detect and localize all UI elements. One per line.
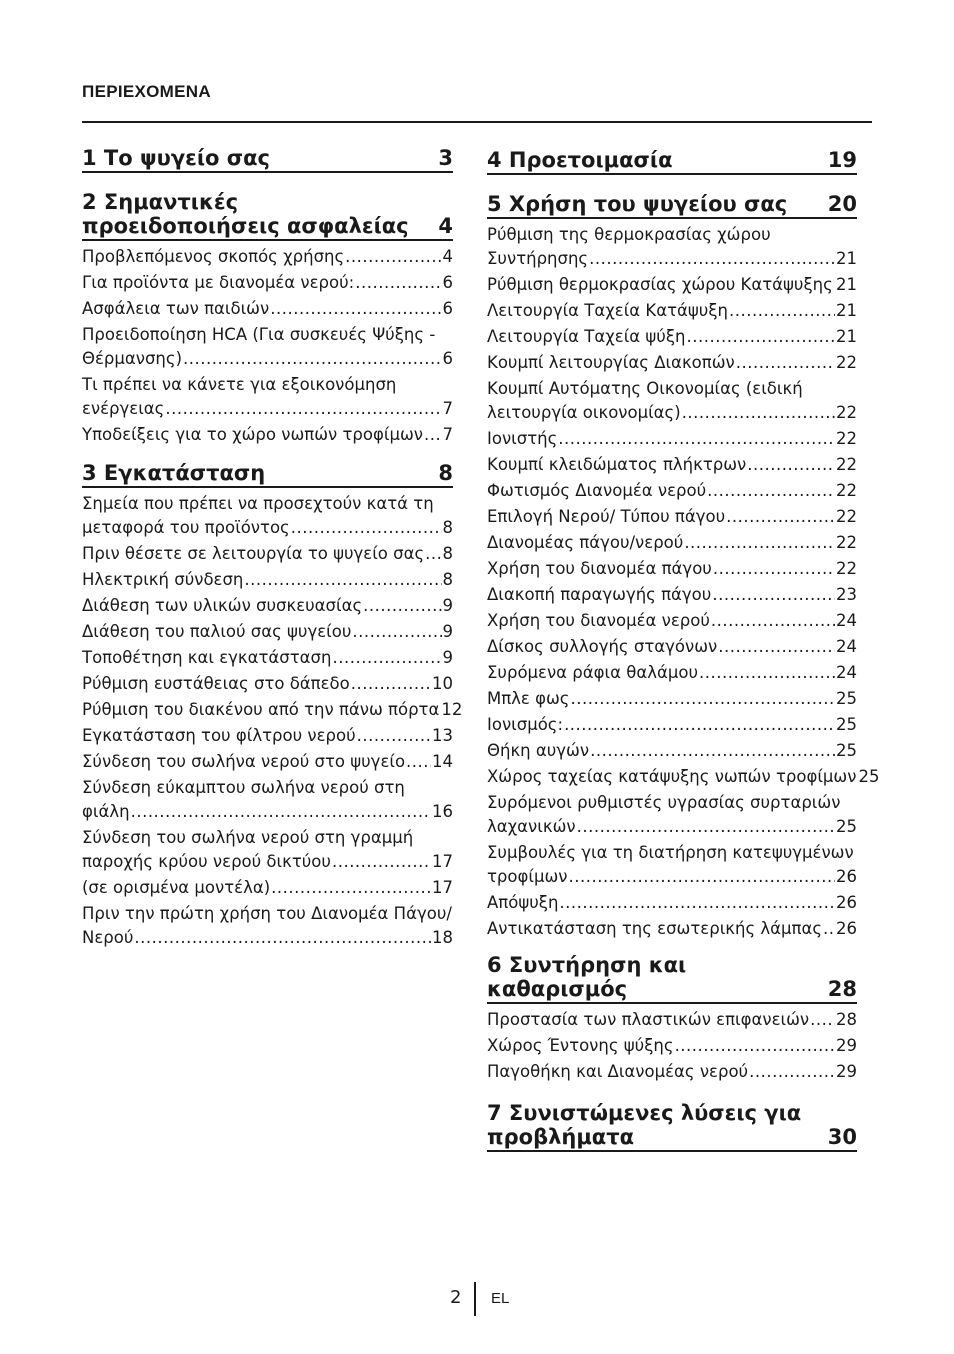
toc-entry-text: Ρύθμιση του διακένου από την πάνω πόρτα bbox=[82, 700, 440, 719]
toc-section-page: 19 bbox=[827, 148, 857, 172]
toc-entry[interactable] bbox=[487, 609, 857, 633]
toc-entry-line bbox=[487, 635, 857, 659]
toc-entry[interactable] bbox=[487, 661, 857, 685]
toc-entry-line bbox=[82, 620, 453, 644]
toc-entry-list bbox=[487, 1008, 857, 1084]
toc-entry[interactable] bbox=[82, 297, 453, 321]
toc-entry-page: 24 bbox=[836, 663, 857, 682]
toc-leader-dots bbox=[271, 876, 431, 900]
toc-section-title: 2 Σημαντικές προειδοποιήσεις ασφαλείας bbox=[82, 190, 409, 238]
toc-left-column bbox=[82, 146, 463, 952]
toc-entry-text: Συμβουλές για τη διατήρηση κατεψυγμένων bbox=[487, 843, 854, 862]
toc-entry[interactable] bbox=[82, 646, 453, 670]
toc-entry-page: 6 bbox=[442, 349, 453, 368]
toc-entry[interactable] bbox=[82, 672, 453, 696]
toc-entry-line bbox=[487, 505, 857, 529]
toc-entry-text: Συρόμενα ράφια θαλάμου bbox=[487, 663, 698, 682]
toc-entry-page: 29 bbox=[836, 1062, 857, 1081]
toc-entry-line bbox=[82, 826, 453, 850]
toc-entry-text: Επιλογή Νερού/ Τύπου πάγου bbox=[487, 507, 726, 526]
toc-entry-line bbox=[487, 325, 857, 349]
toc-leader-dots bbox=[749, 1060, 835, 1084]
toc-entry-line bbox=[82, 594, 453, 618]
toc-entry-line bbox=[487, 273, 857, 297]
toc-leader-dots bbox=[332, 646, 441, 670]
toc-entry-page: 16 bbox=[432, 802, 453, 821]
toc-entry-line bbox=[82, 297, 453, 321]
toc-entry-page: 25 bbox=[836, 741, 857, 760]
toc-entry-list bbox=[82, 492, 463, 950]
toc-entry-text: Διάθεση των υλικών συσκευασίας bbox=[82, 596, 363, 615]
toc-entry-text: Σημεία που πρέπει να προσεχτούν κατά τη bbox=[82, 494, 434, 513]
toc-entry[interactable] bbox=[82, 902, 453, 950]
toc-entry-page: 6 bbox=[442, 299, 453, 318]
toc-entry[interactable] bbox=[487, 583, 857, 607]
toc-entry[interactable] bbox=[82, 594, 453, 618]
toc-entry-line bbox=[487, 377, 857, 401]
header-divider bbox=[82, 121, 872, 123]
toc-section-heading[interactable] bbox=[487, 1101, 857, 1152]
toc-entry-page: 10 bbox=[432, 674, 453, 693]
toc-entry-text: Πριν την πρώτη χρήση του Διανομέα Πάγου/ bbox=[82, 904, 452, 923]
toc-entry-page: 29 bbox=[836, 1036, 857, 1055]
toc-entry-text: Σύνδεση εύκαμπτου σωλήνα νερού στη bbox=[82, 778, 405, 797]
toc-entry-text: Για προϊόντα με διανομέα νερού: bbox=[82, 273, 355, 292]
toc-section-heading[interactable] bbox=[82, 146, 453, 173]
toc-entry-page: 7 bbox=[442, 425, 453, 444]
toc-entry-page: 24 bbox=[836, 611, 857, 630]
toc-section bbox=[82, 190, 453, 447]
toc-entry-text: Χώρος ταχείας κατάψυξης νωπών τροφίμων bbox=[487, 767, 857, 786]
toc-entry-line bbox=[487, 865, 857, 889]
toc-entry-line bbox=[82, 724, 453, 748]
toc-entry-text: Χώρος Έντονης ψύξης bbox=[487, 1036, 674, 1055]
toc-entry-line bbox=[82, 850, 453, 874]
toc-entry-text: Διάθεση του παλιού σας ψυγείου bbox=[82, 622, 352, 641]
toc-section-page: 20 bbox=[827, 192, 857, 216]
toc-entry-page: 22 bbox=[836, 507, 857, 526]
toc-entry-line bbox=[487, 1034, 857, 1058]
page-number: 2 bbox=[450, 1287, 462, 1308]
toc-entry[interactable] bbox=[487, 273, 857, 297]
toc-entry-line bbox=[82, 926, 453, 950]
toc-entry[interactable] bbox=[82, 876, 453, 900]
toc-entry[interactable] bbox=[487, 841, 857, 889]
toc-entry-text: Σύνδεση του σωλήνα νερού στη γραμμή bbox=[82, 828, 414, 847]
toc-entry-line bbox=[487, 791, 857, 815]
toc-entry-line bbox=[82, 750, 453, 774]
toc-entry-text: παροχής κρύου νερού δικτύου bbox=[82, 852, 331, 871]
toc-entry-text: Αντικατάσταση της εσωτερικής λάμπας bbox=[487, 919, 823, 938]
toc-entry[interactable] bbox=[487, 377, 857, 425]
toc-entry-page: 26 bbox=[836, 919, 857, 938]
toc-entry[interactable] bbox=[487, 713, 857, 737]
toc-leader-dots bbox=[351, 672, 431, 696]
toc-entry-page: 21 bbox=[836, 275, 857, 294]
toc-entry[interactable] bbox=[82, 373, 453, 421]
toc-section bbox=[487, 192, 880, 941]
toc-entry-text: Φωτισμός Διανομέα νερού bbox=[487, 481, 707, 500]
toc-leader-dots bbox=[707, 479, 835, 503]
toc-leader-dots bbox=[134, 926, 431, 950]
toc-entry-text: Πριν θέσετε σε λειτουργία το ψυγείο σας bbox=[82, 544, 425, 563]
toc-section bbox=[82, 461, 463, 950]
toc-leader-dots bbox=[711, 609, 835, 633]
toc-section-title: 3 Εγκατάσταση bbox=[82, 461, 266, 485]
toc-entry-text: Νερού bbox=[82, 928, 134, 947]
toc-entry-text: Προστασία των πλαστικών επιφανειών bbox=[487, 1010, 810, 1029]
toc-entry-page: 9 bbox=[442, 622, 453, 641]
toc-leader-dots bbox=[699, 661, 835, 685]
toc-entry-line bbox=[487, 661, 857, 685]
toc-entry-text: Υποδείξεις για το χώρο νωπών τροφίμων bbox=[82, 425, 423, 444]
toc-entry[interactable] bbox=[487, 299, 857, 323]
toc-section-page: 8 bbox=[438, 461, 453, 485]
toc-section-title: 7 Συνιστώμενες λύσεις για προβλήματα bbox=[487, 1101, 802, 1149]
toc-leader-dots bbox=[244, 568, 441, 592]
toc-leader-dots bbox=[352, 620, 441, 644]
toc-entry[interactable] bbox=[82, 542, 453, 566]
toc-entry[interactable] bbox=[487, 351, 857, 375]
toc-entry[interactable] bbox=[487, 1008, 857, 1032]
toc-entry-page: 22 bbox=[836, 403, 857, 422]
toc-entry-text: Παγοθήκη και Διανομέας νερού bbox=[487, 1062, 749, 1081]
toc-leader-dots bbox=[363, 594, 441, 618]
toc-entry[interactable] bbox=[82, 724, 453, 748]
footer-divider bbox=[474, 1282, 476, 1316]
toc-entry[interactable] bbox=[82, 423, 453, 447]
toc-section-heading[interactable] bbox=[487, 192, 857, 219]
toc-entry-page: 8 bbox=[442, 544, 453, 563]
toc-entry[interactable] bbox=[487, 1034, 857, 1058]
toc-entry[interactable] bbox=[487, 917, 857, 941]
toc-entry-text: Τοποθέτηση και εγκατάσταση bbox=[82, 648, 332, 667]
toc-entry-page: 18 bbox=[432, 928, 453, 947]
toc-entry-line bbox=[82, 800, 453, 824]
toc-entry-page: 12 bbox=[441, 700, 463, 719]
toc-right-column bbox=[487, 146, 880, 1152]
toc-entry-line bbox=[487, 583, 857, 607]
toc-leader-dots bbox=[590, 739, 835, 763]
toc-entry-page: 6 bbox=[442, 273, 453, 292]
toc-entry-text: Χρήση του διανομέα νερού bbox=[487, 611, 710, 630]
toc-entry-page: 13 bbox=[432, 726, 453, 745]
toc-entry-text: Κουμπί κλειδώματος πλήκτρων bbox=[487, 455, 747, 474]
language-code: EL bbox=[491, 1290, 510, 1307]
toc-section-heading[interactable] bbox=[487, 148, 857, 175]
toc-leader-dots bbox=[577, 815, 835, 839]
toc-section-page: 30 bbox=[827, 1125, 857, 1149]
toc-leader-dots bbox=[687, 325, 835, 349]
toc-entry-text: Σύνδεση του σωλήνα νερού στο ψυγείο bbox=[82, 752, 406, 771]
toc-entry-text: Απόψυξη bbox=[487, 893, 559, 912]
toc-entry-text: Μπλε φως bbox=[487, 689, 570, 708]
toc-leader-dots bbox=[345, 245, 441, 269]
toc-entry-page: 25 bbox=[836, 817, 857, 836]
toc-entry-line bbox=[487, 815, 857, 839]
toc-leader-dots bbox=[291, 516, 442, 540]
toc-entry-text: Διακοπή παραγωγής πάγου bbox=[487, 585, 712, 604]
toc-leader-dots bbox=[355, 271, 441, 295]
toc-leader-dots bbox=[589, 247, 835, 271]
toc-leader-dots bbox=[564, 713, 835, 737]
toc-entry-page: 22 bbox=[836, 533, 857, 552]
toc-entry-text: ενέργειας bbox=[82, 399, 165, 418]
toc-entry-line bbox=[82, 423, 453, 447]
toc-leader-dots bbox=[357, 724, 431, 748]
toc-entry-line bbox=[487, 557, 857, 581]
toc-section-heading[interactable] bbox=[82, 190, 453, 241]
toc-leader-dots bbox=[183, 347, 441, 371]
toc-entry-text: Τι πρέπει να κάνετε για εξοικονόμηση bbox=[82, 375, 397, 394]
toc-entry-line bbox=[487, 713, 857, 737]
toc-entry-line bbox=[487, 427, 857, 451]
toc-entry-line bbox=[487, 453, 857, 477]
toc-entry-line bbox=[82, 876, 453, 900]
toc-leader-dots bbox=[747, 453, 835, 477]
toc-entry-page: 8 bbox=[442, 570, 453, 589]
toc-section-page: 28 bbox=[827, 977, 857, 1001]
toc-entry[interactable] bbox=[82, 245, 453, 269]
toc-entry-page: 4 bbox=[442, 247, 453, 266]
toc-entry-text: Προβλεπόμενος σκοπός χρήσης bbox=[82, 247, 345, 266]
toc-entry-text: Εγκατάσταση του φίλτρου νερού bbox=[82, 726, 356, 745]
toc-entry-line bbox=[487, 223, 857, 247]
toc-entry[interactable] bbox=[82, 698, 463, 722]
toc-leader-dots bbox=[736, 351, 835, 375]
toc-entry-page: 9 bbox=[442, 596, 453, 615]
toc-entry-text: Συντήρησης bbox=[487, 249, 589, 268]
toc-entry[interactable] bbox=[82, 776, 453, 824]
toc-entry-page: 14 bbox=[432, 752, 453, 771]
toc-entry-page: 28 bbox=[836, 1010, 857, 1029]
toc-entry-page: 25 bbox=[858, 767, 880, 786]
toc-entry-page: 24 bbox=[836, 637, 857, 656]
toc-entry-text: Ρύθμιση θερμοκρασίας χώρου Κατάψυξης bbox=[487, 275, 833, 294]
toc-leader-dots bbox=[270, 297, 441, 321]
toc-entry-line bbox=[487, 841, 857, 865]
toc-entry-line bbox=[487, 891, 857, 915]
toc-leader-dots bbox=[131, 800, 431, 824]
toc-entry-text: Κουμπί Αυτόματης Οικονομίας (ειδική bbox=[487, 379, 803, 398]
toc-leader-dots bbox=[559, 891, 835, 915]
toc-entry-text: Θήκη αυγών bbox=[487, 741, 590, 760]
toc-entry[interactable] bbox=[487, 531, 857, 555]
toc-entry-line bbox=[487, 739, 857, 763]
toc-entry-line bbox=[487, 1060, 857, 1084]
toc-entry-line bbox=[82, 776, 453, 800]
toc-entry-line bbox=[82, 698, 463, 722]
toc-entry-line bbox=[82, 397, 453, 421]
toc-leader-dots bbox=[165, 397, 441, 421]
toc-entry-text: Ασφάλεια των παιδιών bbox=[82, 299, 270, 318]
toc-leader-dots bbox=[834, 273, 835, 297]
toc-entry-line bbox=[487, 401, 857, 425]
toc-entry-text: μεταφορά του προϊόντος bbox=[82, 518, 290, 537]
toc-entry[interactable] bbox=[82, 323, 453, 371]
toc-leader-dots bbox=[712, 583, 835, 607]
toc-entry-page: 17 bbox=[432, 878, 453, 897]
toc-leader-dots bbox=[713, 557, 835, 581]
toc-section-heading[interactable] bbox=[82, 461, 453, 488]
toc-entry-page: 22 bbox=[836, 559, 857, 578]
toc-entry-text: Συρόμενοι ρυθμιστές υγρασίας συρταριών bbox=[487, 793, 841, 812]
toc-entry[interactable] bbox=[487, 223, 857, 271]
toc-section bbox=[487, 953, 857, 1084]
toc-section-title: 4 Προετοιμασία bbox=[487, 148, 673, 172]
toc-entry[interactable] bbox=[82, 271, 453, 295]
toc-entry-text: Ρύθμιση ευστάθειας στο δάπεδο bbox=[82, 674, 350, 693]
toc-section-page: 4 bbox=[438, 214, 453, 238]
toc-entry[interactable] bbox=[487, 687, 857, 711]
toc-entry-line bbox=[487, 299, 857, 323]
toc-entry-line bbox=[82, 347, 453, 371]
toc-entry-text: Ηλεκτρική σύνδεση bbox=[82, 570, 244, 589]
toc-leader-dots bbox=[810, 1008, 835, 1032]
toc-entry-page: 17 bbox=[432, 852, 453, 871]
toc-entry-line bbox=[82, 646, 453, 670]
toc-entry-list bbox=[82, 245, 453, 447]
toc-entry-line bbox=[82, 516, 453, 540]
toc-leader-dots bbox=[570, 687, 835, 711]
toc-entry-text: Ιονισμός: bbox=[487, 715, 564, 734]
toc-section bbox=[487, 148, 857, 175]
toc-entry[interactable] bbox=[487, 891, 857, 915]
toc-entry-text: λαχανικών bbox=[487, 817, 576, 836]
toc-entry[interactable] bbox=[487, 479, 857, 503]
toc-entry[interactable] bbox=[487, 453, 857, 477]
toc-leader-dots bbox=[726, 505, 835, 529]
toc-entry-page: 25 bbox=[836, 689, 857, 708]
toc-leader-dots bbox=[425, 542, 441, 566]
toc-entry-line bbox=[487, 531, 857, 555]
toc-entry-text: Κουμπί λειτουργίας Διακοπών bbox=[487, 353, 735, 372]
toc-section-heading[interactable] bbox=[487, 953, 857, 1004]
toc-entry-line bbox=[82, 245, 453, 269]
toc-entry-page: 25 bbox=[836, 715, 857, 734]
toc-entry-page: 21 bbox=[836, 249, 857, 268]
toc-entry-text: Διανομέας πάγου/νερού bbox=[487, 533, 684, 552]
toc-entry-text: λειτουργία οικονομίας) bbox=[487, 403, 681, 422]
toc-section bbox=[82, 146, 453, 173]
toc-entry[interactable] bbox=[487, 427, 857, 451]
toc-entry-line bbox=[82, 542, 453, 566]
toc-entry-list bbox=[487, 223, 880, 941]
toc-entry-page: 23 bbox=[836, 585, 857, 604]
toc-entry-text: Ιονιστής bbox=[487, 429, 558, 448]
toc-entry-line bbox=[82, 323, 453, 347]
toc-entry-line bbox=[82, 373, 453, 397]
toc-entry[interactable] bbox=[82, 568, 453, 592]
toc-entry-text: Προειδοποίηση HCA (Για συσκευές Ψύξης - bbox=[82, 325, 436, 344]
toc-entry[interactable] bbox=[82, 826, 453, 874]
toc-leader-dots bbox=[729, 299, 835, 323]
toc-entry-page: 21 bbox=[836, 327, 857, 346]
toc-entry-text: Ρύθμιση της θερμοκρασίας χώρου bbox=[487, 225, 771, 244]
toc-entry[interactable] bbox=[487, 635, 857, 659]
toc-entry[interactable] bbox=[82, 620, 453, 644]
toc-entry-page: 22 bbox=[836, 353, 857, 372]
toc-leader-dots bbox=[558, 427, 835, 451]
toc-entry[interactable] bbox=[487, 505, 857, 529]
toc-entry-page: 26 bbox=[836, 893, 857, 912]
toc-entry-line bbox=[82, 672, 453, 696]
toc-entry-text: Θέρμανσης) bbox=[82, 349, 183, 368]
toc-entry[interactable] bbox=[487, 739, 857, 763]
toc-entry[interactable] bbox=[487, 325, 857, 349]
toc-entry-line bbox=[487, 917, 857, 941]
toc-entry-line bbox=[487, 609, 857, 633]
toc-leader-dots bbox=[684, 531, 835, 555]
toc-entry-line bbox=[487, 479, 857, 503]
toc-entry-line bbox=[487, 247, 857, 271]
toc-leader-dots bbox=[682, 401, 835, 425]
toc-leader-dots bbox=[424, 423, 442, 447]
toc-entry-line bbox=[487, 351, 857, 375]
page-title: ΠΕΡΙΕΧΟΜΕΝΑ bbox=[82, 82, 211, 101]
toc-entry-page: 22 bbox=[836, 455, 857, 474]
toc-leader-dots bbox=[718, 635, 835, 659]
toc-entry[interactable] bbox=[487, 765, 880, 789]
toc-entry-line bbox=[487, 765, 880, 789]
toc-entry-page: 26 bbox=[836, 867, 857, 886]
toc-section-page: 3 bbox=[438, 146, 453, 170]
toc-entry-line bbox=[82, 271, 453, 295]
toc-entry-line bbox=[487, 687, 857, 711]
toc-entry-text: Λειτουργία Ταχεία Κατάψυξη bbox=[487, 301, 729, 320]
toc-entry-text: (σε ορισμένα μοντέλα) bbox=[82, 878, 271, 897]
toc-entry-line bbox=[82, 902, 453, 926]
toc-section-title: 1 Το ψυγείο σας bbox=[82, 146, 270, 170]
toc-leader-dots bbox=[823, 917, 835, 941]
toc-entry-page: 9 bbox=[442, 648, 453, 667]
toc-entry[interactable] bbox=[487, 791, 857, 839]
toc-entry[interactable] bbox=[487, 1060, 857, 1084]
toc-leader-dots bbox=[675, 1034, 835, 1058]
toc-entry-text: φιάλη bbox=[82, 802, 130, 821]
toc-entry-page: 8 bbox=[442, 518, 453, 537]
toc-entry[interactable] bbox=[82, 492, 453, 540]
toc-section-title: 5 Χρήση του ψυγείου σας bbox=[487, 192, 788, 216]
toc-leader-dots bbox=[406, 750, 431, 774]
toc-entry-page: 22 bbox=[836, 481, 857, 500]
toc-entry-text: Χρήση του διανομέα πάγου bbox=[487, 559, 712, 578]
toc-entry-text: Δίσκος συλλογής σταγόνων bbox=[487, 637, 718, 656]
toc-entry-line bbox=[82, 492, 453, 516]
toc-entry[interactable] bbox=[82, 750, 453, 774]
toc-entry-page: 7 bbox=[442, 399, 453, 418]
toc-entry[interactable] bbox=[487, 557, 857, 581]
toc-entry-line bbox=[487, 1008, 857, 1032]
toc-entry-line bbox=[82, 568, 453, 592]
toc-entry-page: 22 bbox=[836, 429, 857, 448]
toc-section-title: 6 Συντήρηση και καθαρισμός bbox=[487, 953, 687, 1001]
toc-leader-dots bbox=[569, 865, 835, 889]
toc-entry-text: Λειτουργία Ταχεία ψύξη bbox=[487, 327, 686, 346]
toc-section bbox=[487, 1101, 857, 1152]
toc-entry-page: 21 bbox=[836, 301, 857, 320]
toc-entry-text: τροφίμων bbox=[487, 867, 568, 886]
toc-leader-dots bbox=[332, 850, 431, 874]
